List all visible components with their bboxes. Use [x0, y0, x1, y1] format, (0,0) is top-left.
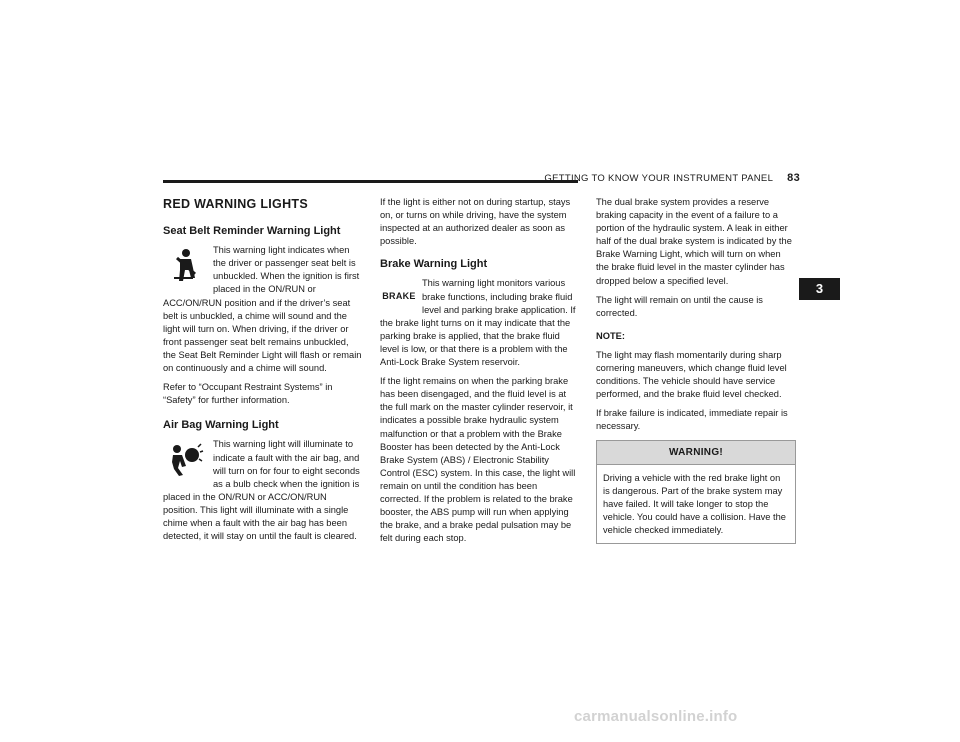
brake-para-2: If the light remains on when the parking brake has been disengaged, and the fluid level is at the full mark on the master cylinder reservoir, it indicates a possible brake hydraulic system malfunction or that a problem with the Brake Booster has been detected by the Anti-Lock Brake System (ABS) / Electronic Stability Control (ESC) system. In this case, the light will remain on until the condition has been corrected. If the problem is related to the brake booster, the ABS pump will run when applying the brake, and a brake pedal pulsation may be felt during each stop. [380, 376, 576, 544]
air-bag-icon [163, 438, 209, 482]
note-label: NOTE: [596, 330, 625, 341]
main-heading: RED WARNING LIGHTS [163, 197, 308, 211]
running-head [544, 172, 800, 184]
air-bag-heading: Air Bag Warning Light [163, 419, 279, 432]
header-rule [163, 180, 578, 183]
page-number: 83 [787, 172, 800, 184]
column-1 [163, 196, 363, 549]
warning-title: WARNING! [597, 441, 795, 465]
warning-body: Driving a vehicle with the red brake light on is dangerous. Part of the brake system may have failed. It will take longer to stop the vehicle. You could have a collision. Have the vehicle checked immediately. [603, 472, 786, 535]
note-text: The light may flash momentarily during sharp cornering maneuvers, which change fluid level conditions. The vehicle should have service performed, and the brake fluid level checked. [596, 349, 787, 400]
seat-belt-icon [163, 244, 209, 288]
seat-belt-para-2: Refer to “Occupant Restraint Systems” in “Safety” for further information. [163, 382, 333, 406]
brake-para-1: This warning light monitors various brake functions, including brake fluid level and parking brake application. If the brake light turns on it may indicate that the parking brake is applied, that the brake fluid level is low, or that there is a problem with the Anti-Lock Brake System reservoir. [380, 278, 576, 368]
col2-intro: If the light is either not on during startup, stays on, or turns on while driving, have the system inspected at an authorized dealer as soon as possible. [380, 197, 571, 247]
col3-para-1: The dual brake system provides a reserve braking capacity in the event of a failure to a portion of the hydraulic system. A leak in either half of the dual brake system is indicated by the Brake Warning Light, which will turn on when the brake fluid level in the master cylinder has dropped below a specified level. [596, 197, 792, 286]
chapter-tab: 3 [799, 278, 840, 300]
brake-warning-icon: BRAKE [382, 290, 416, 301]
seat-belt-para-1: This warning light indicates when the driver or passenger seat belt is unbuckled. When the ignition is first placed in the ON/RUN or ACC/ON/RUN position and if the driver’s seat belt is unbuckled, a chime will sound and the light will turn on. When driving, if the driver or front passenger seat belt remains unbuckled, the Seat Belt Reminder Light will flash or remain on continuously and a chime will sound. [163, 245, 362, 374]
seat-belt-heading: Seat Belt Reminder Warning Light [163, 225, 341, 238]
watermark: carmanualsonline.info [574, 708, 738, 725]
col3-para-2: The light will remain on until the cause is corrected. [596, 294, 763, 318]
col3-para-3: If brake failure is indicated, immediate repair is necessary. [596, 408, 788, 432]
air-bag-para-1: This warning light will illuminate to indicate a fault with the air bag, and will turn on for four to eight seconds as a bulb check when the ignition is placed in the ON/RUN or ACC/ON/RUN position. This light will illuminate with a single chime when a fault with the air bag has been detected, it will stay on until the fault is cleared. [163, 439, 360, 542]
column-3 [596, 196, 796, 544]
brake-heading: Brake Warning Light [380, 258, 488, 271]
section-name: GETTING TO KNOW YOUR INSTRUMENT PANEL [544, 173, 774, 184]
warning-box [596, 440, 796, 545]
column-2 [380, 196, 580, 551]
